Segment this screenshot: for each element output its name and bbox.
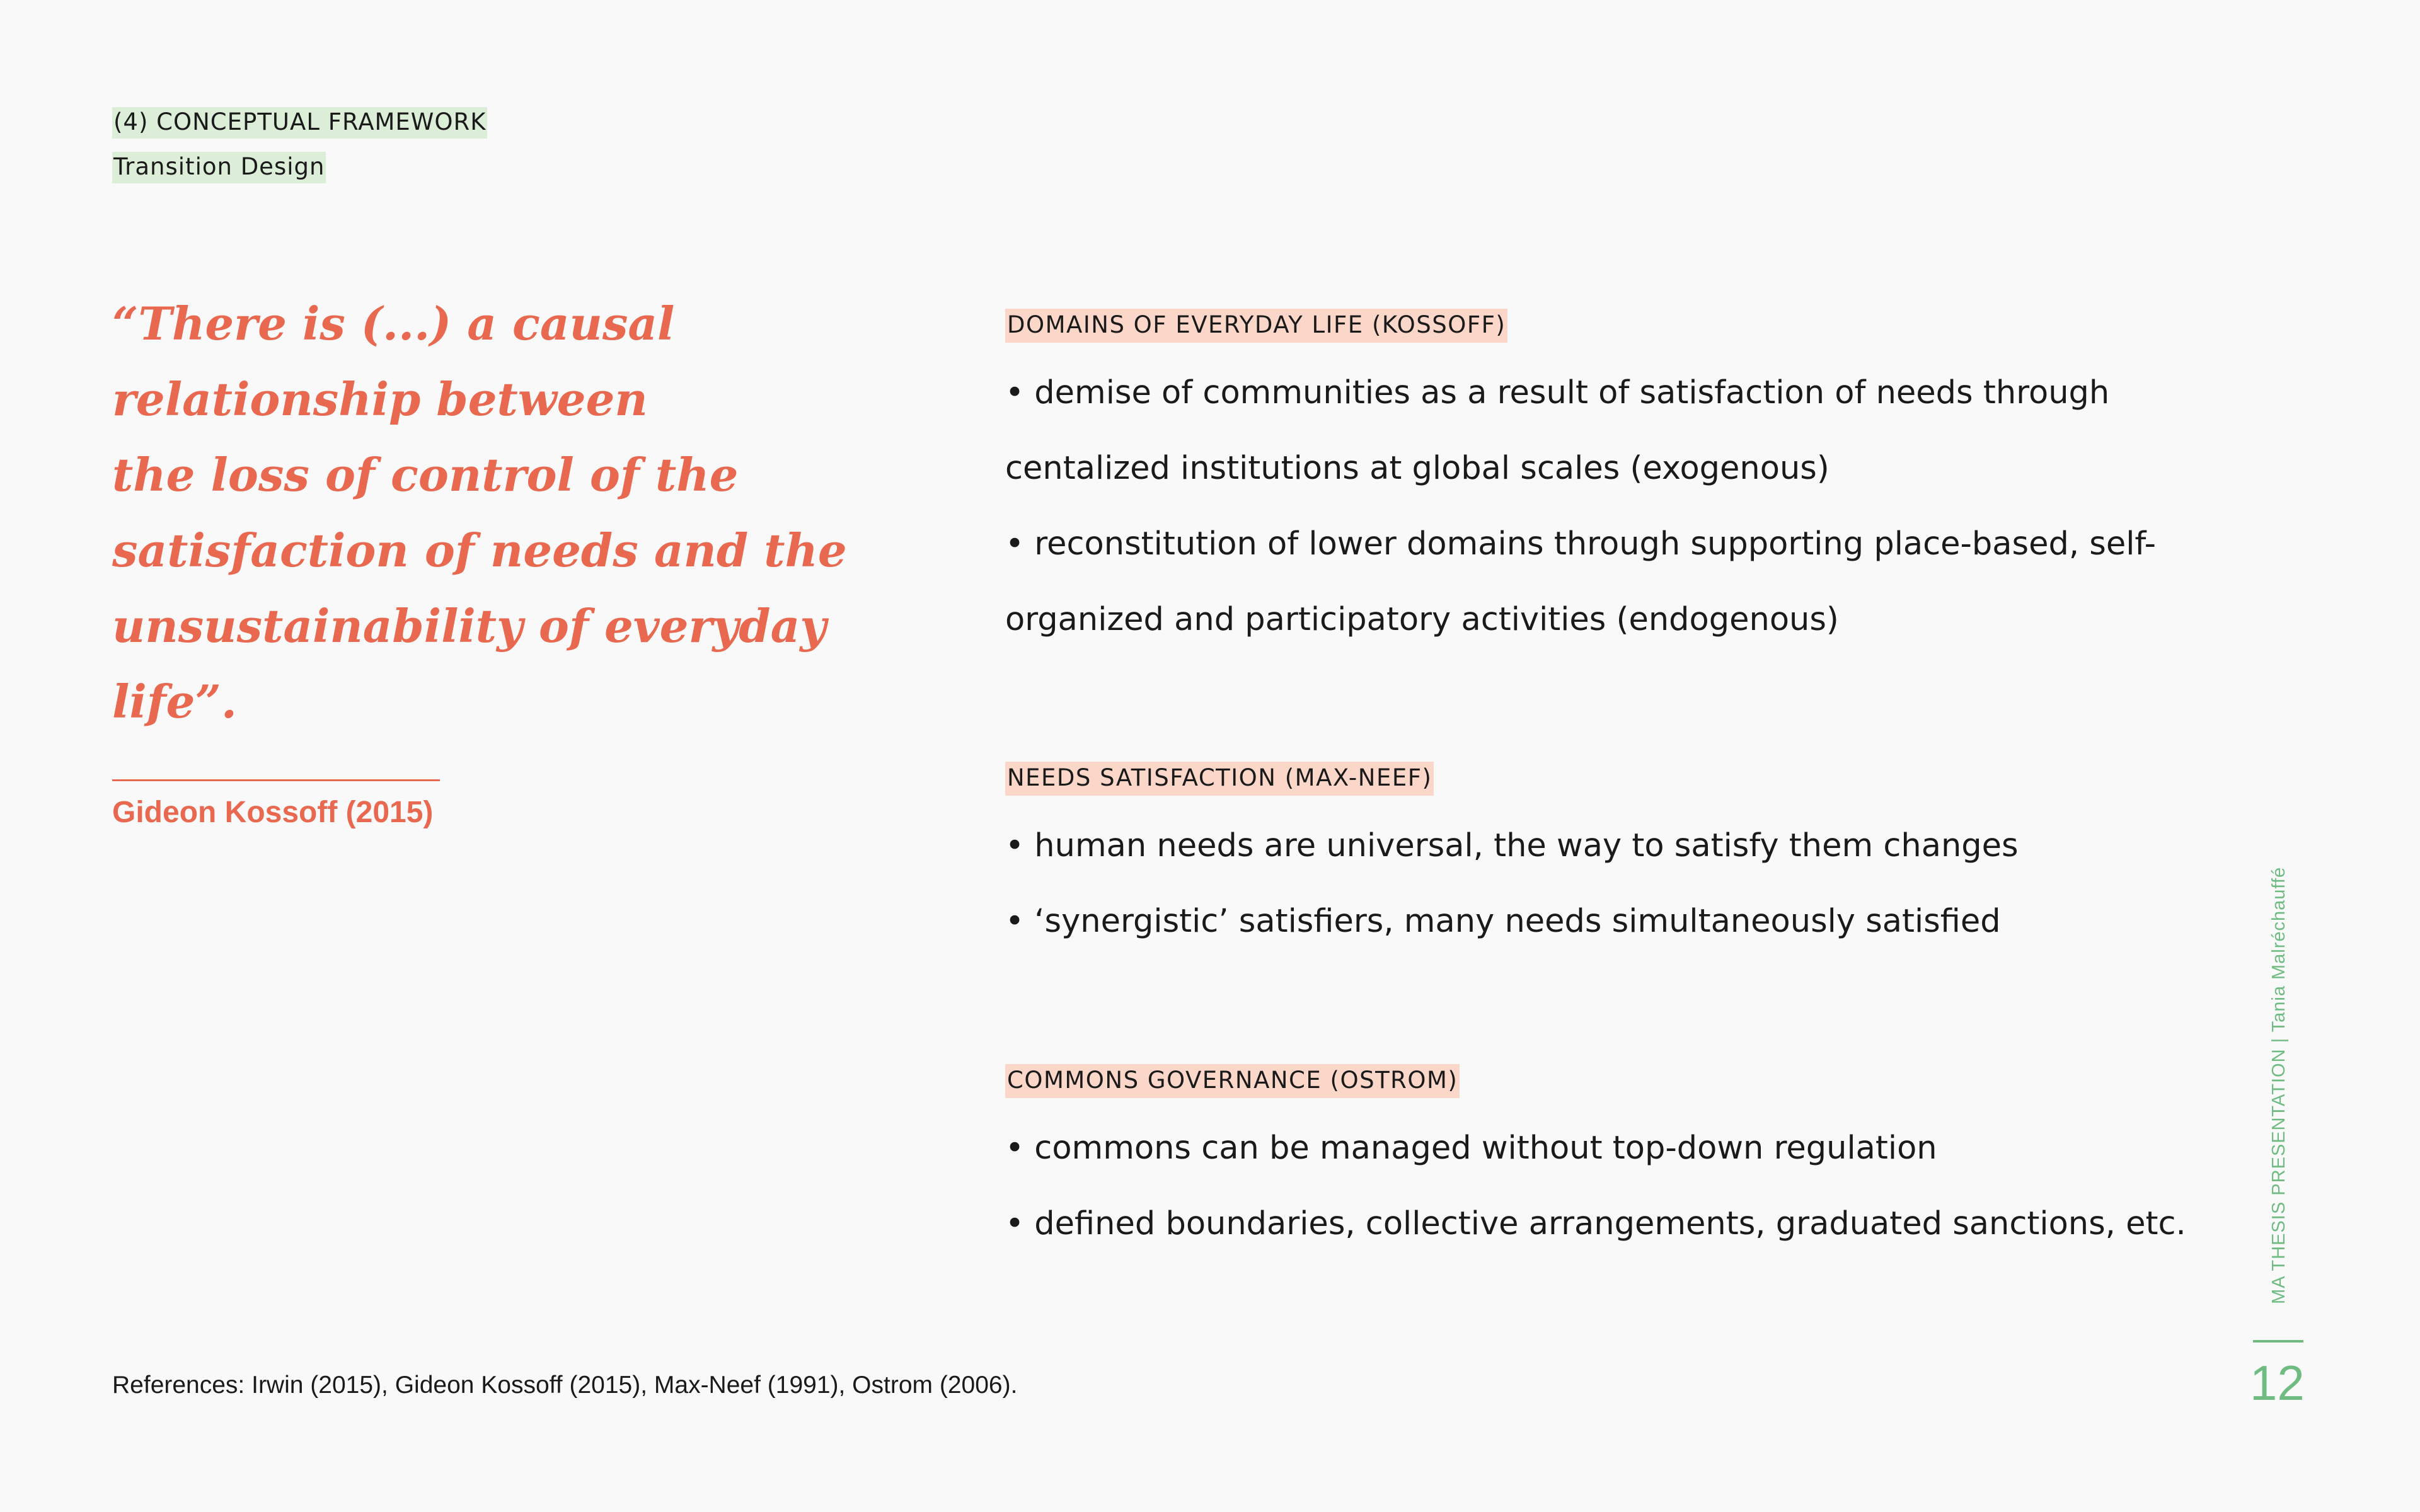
quote-line: life”. [112, 675, 237, 728]
section-subtitle: Transition Design [112, 152, 326, 183]
bullet-line: organized and participatory activities (endogenous) [1005, 601, 1839, 639]
bullet-line: • defined boundaries, collective arrangements, graduated sanctions, etc. [1005, 1205, 2186, 1243]
bullet-line: • commons can be managed without top-down regulation [1005, 1130, 1937, 1167]
quote-author: Gideon Kossoff (2015) [112, 796, 434, 829]
domains-block [1005, 309, 2203, 658]
quote [112, 286, 847, 740]
bullet-line: • reconstitution of lower domains through supporting place-based, self- [1005, 525, 2156, 563]
needs-block [1005, 762, 2203, 959]
bullet-line: • ‘synergistic’ satisfiers, many needs simultaneously satisfied [1005, 903, 2001, 941]
block-heading: NEEDS SATISFACTION (MAX-NEEF) [1005, 762, 1434, 796]
bullet-line: • human needs are universal, the way to satisfy them changes [1005, 827, 2019, 865]
quote-line: unsustainability of everyday [112, 599, 827, 653]
bullet-list [1005, 1111, 2203, 1262]
bullet-list [1005, 808, 2203, 959]
quote-line: “There is (...) a causal [112, 297, 675, 350]
quote-line: relationship between [112, 372, 648, 426]
quote-line: the loss of control of the [112, 448, 739, 501]
quote-divider [112, 779, 440, 781]
commons-block [1005, 1064, 2203, 1262]
quote-line: satisfaction of needs and the [112, 524, 847, 577]
page-number-divider [2253, 1340, 2303, 1343]
block-heading: DOMAINS OF EVERYDAY LIFE (KOSSOFF) [1005, 309, 1507, 343]
page-number: 12 [2250, 1355, 2305, 1411]
presentation-side-label: MA THESIS PRESENTATION | Tania Malréchauffé [2269, 866, 2289, 1304]
section-title: (4) CONCEPTUAL FRAMEWORK [112, 107, 487, 139]
references: References: Irwin (2015), Gideon Kossoff (2015), Max-Neef (1991), Ostrom (2006). [112, 1372, 1018, 1399]
bullet-line: • demise of communities as a result of satisfaction of needs through [1005, 374, 2110, 412]
block-heading: COMMONS GOVERNANCE (OSTROM) [1005, 1064, 1460, 1098]
bullet-line: centalized institutions at global scales (exogenous) [1005, 450, 1829, 488]
bullet-list [1005, 355, 2203, 658]
